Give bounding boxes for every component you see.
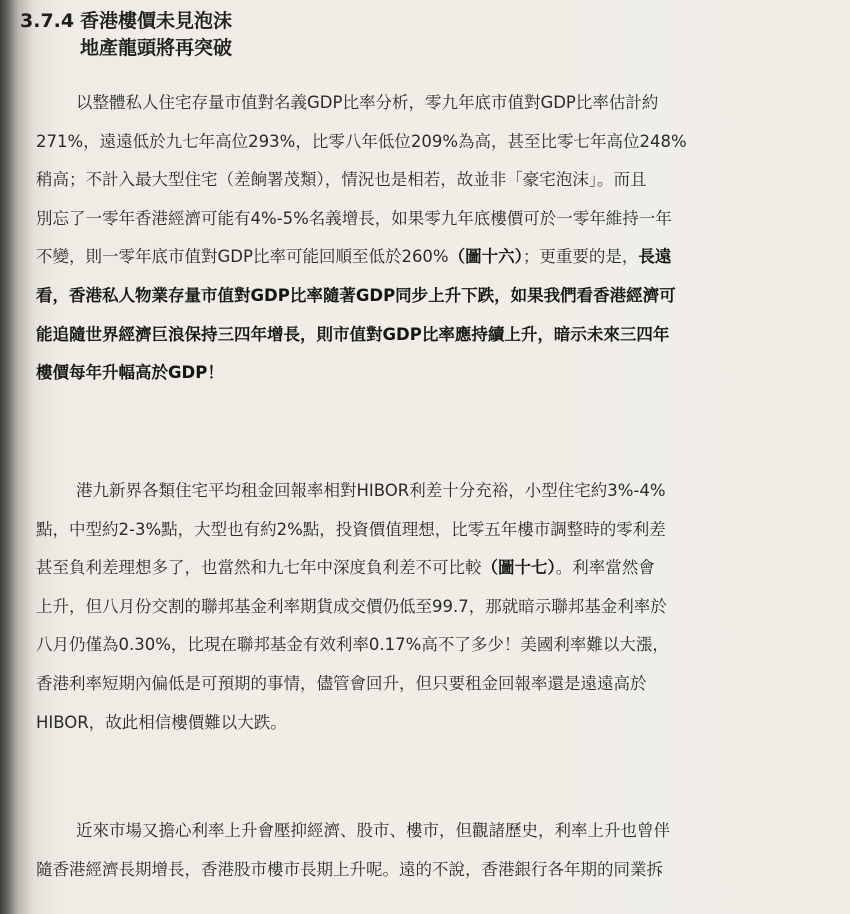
section-title-line-1: 香港樓價未見泡沫 [80,10,233,32]
text-line: 八月仍僅為0.30%，比現在聯邦基金有效利率0.17%高不了多少！美國利率難以大漲， [36,635,669,655]
text-line: 稍高；不計入最大型住宅（差餉署茂類），情況也是相若，故並非「豪宅泡沫」。而且 [36,170,647,190]
text-run: 不變，則一零年底市值對GDP比率可能回順至低於260% [36,247,449,267]
paragraph-gdp-ratio [36,84,826,393]
text-line: 隨香港經濟長期增長，香港股市樓市長期上升呢。遠的不說，香港銀行各年期的同業拆 [36,859,663,879]
text-line: 香港利率短期內偏低是可預期的事情，儘管會回升，但只要租金回報率還是遠遠高於 [36,673,647,693]
figure-reference: （圖十七） [481,558,556,578]
text-line [36,238,826,277]
paragraph-interest-rates [36,812,826,889]
bold-text-run: 長遠 [638,247,672,267]
section-heading [20,8,232,62]
text-line: 別忘了一零年香港經濟可能有4%-5%名義增長，如果零九年底樓價可於一零年維持一年 [36,208,672,228]
bold-text-line: 樓價每年升幅高於GDP！ [36,363,224,383]
text-line: 271%，遠遠低於九七年高位293%，比零八年低位209%為高，甚至比零七年高位248% [36,131,687,151]
text-line: 近來市場又擔心利率上升會壓抑經濟、股市、樓市，但觀諸歷史，利率上升也曾伴 [76,821,670,840]
bold-text-line: 能追隨世界經濟巨浪保持三四年增長，則市值對GDP比率應持續上升，暗示未來三四年 [36,324,670,344]
paragraph-rental-yield [36,472,826,742]
figure-reference: （圖十六） [448,247,523,267]
text-run: 。利率當然會 [555,558,655,578]
text-run: 甚至負利差理想多了，也當然和九七年中深度負利差不可比較 [36,558,482,578]
text-line: 點，中型約2-3%點，大型也有約2%點，投資價值理想，比零五年樓市調整時的零利差 [36,519,666,539]
text-line: 以整體私人住宅存量市值對名義GDP比率分析，零九年底市值對GDP比率估計約 [76,93,659,112]
section-title-line-2: 地產龍頭將再突破 [80,37,233,59]
text-line: 上升，但八月份交割的聯邦基金利率期貨成交價仍低至99.7，那就暗示聯邦基金利率於 [36,596,667,616]
text-line [36,549,826,588]
section-number: 3.7.4 [20,10,75,32]
text-line: 港九新界各類住宅平均租金回報率相對HIBOR利差十分充裕，小型住宅約3%-4% [76,481,666,500]
bold-text-line: 看，香港私人物業存量市值對GDP比率隨著GDP同步上升下跌，如果我們看香港經濟可 [36,285,676,305]
text-run: ；更重要的是， [522,247,639,267]
text-line: HIBOR，故此相信樓價難以大跌。 [36,712,287,732]
